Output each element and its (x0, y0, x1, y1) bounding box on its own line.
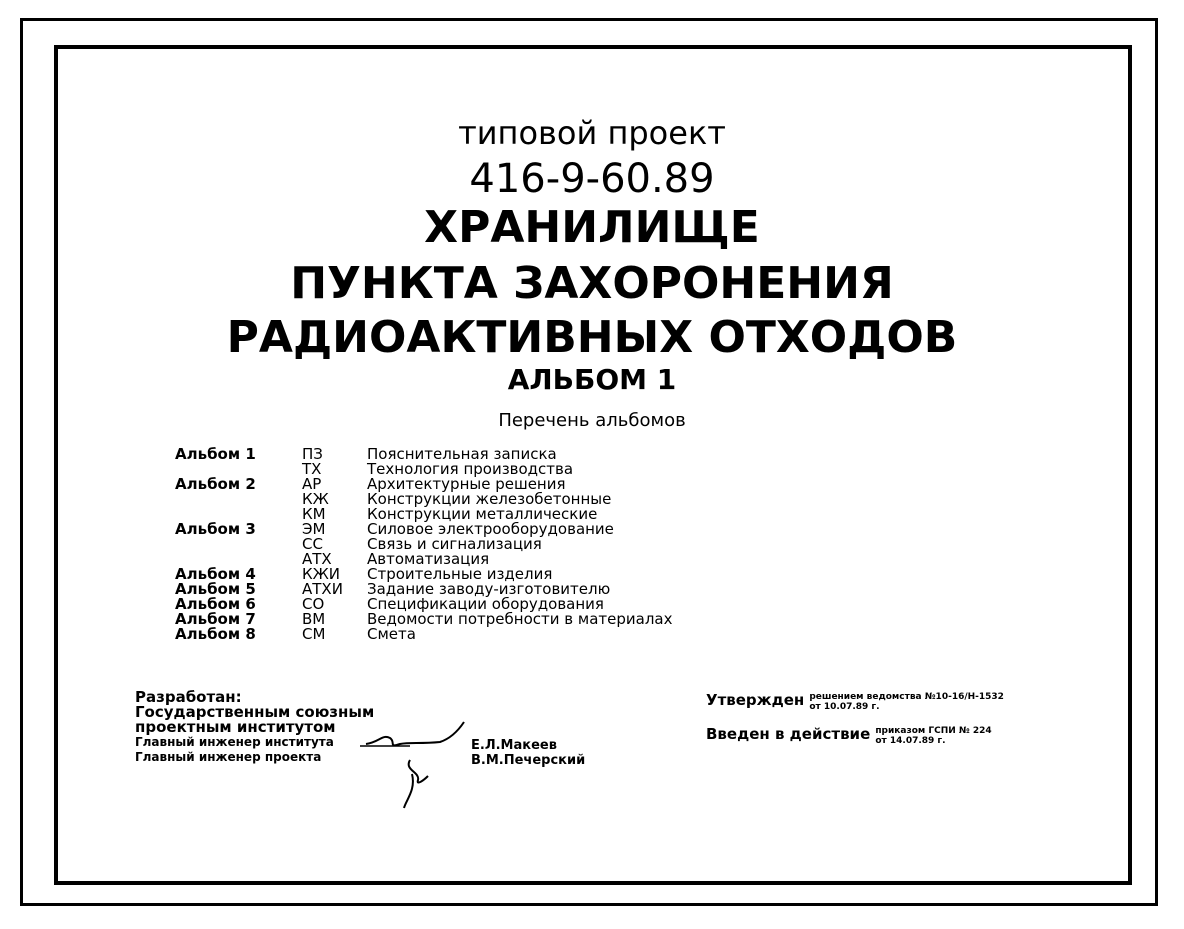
doc-type: типовой проект (458, 114, 726, 152)
title-cell: Строительные изделия (367, 565, 553, 583)
list-item (175, 612, 815, 627)
name-makeev: Е.Л.Макеев (471, 738, 557, 753)
albums-table (175, 447, 815, 642)
title-cell: Конструкции железобетонные (367, 490, 612, 508)
code-cell: ВМ (302, 610, 326, 628)
title-cell: Автоматизация (367, 550, 490, 568)
code-cell: СМ (302, 625, 326, 643)
code-cell: КЖ (302, 490, 329, 508)
title-cell: Силовое электрооборудование (367, 520, 614, 538)
album-cell: Альбом 3 (175, 520, 256, 538)
approved-date: от 10.07.89 г. (809, 702, 880, 712)
developer-label: Разработан: (135, 688, 242, 706)
title-cell: Связь и сигнализация (367, 535, 542, 553)
signatory-names (471, 738, 585, 768)
code-cell: ЭМ (302, 520, 326, 538)
role-chief-project: Главный инженер проекта (135, 750, 322, 764)
code-cell: КМ (302, 505, 326, 523)
code-cell: АТХИ (302, 580, 343, 598)
enacted-date: от 14.07.89 г. (875, 736, 946, 746)
list-item (175, 537, 815, 552)
developer-block (135, 690, 374, 765)
signatures (360, 720, 470, 815)
title-cell: Смета (367, 625, 416, 643)
title-line-1: ХРАНИЛИЩЕ (424, 202, 760, 253)
role-chief-institute: Главный инженер института (135, 735, 334, 749)
code-cell: КЖИ (302, 565, 341, 583)
album-cell: Альбом 4 (175, 565, 256, 583)
developer-org-2: проектным институтом (135, 718, 336, 736)
title-cell: Архитектурные решения (367, 475, 566, 493)
code-cell: СС (302, 535, 323, 553)
code-cell: АР (302, 475, 322, 493)
title-cell: Конструкции металлические (367, 505, 598, 523)
code-cell: ТХ (302, 460, 322, 478)
enacted-order: приказом ГСПИ № 224 (875, 726, 992, 736)
list-item (175, 627, 815, 642)
title-cell: Ведомости потребности в материалах (367, 610, 673, 628)
enacted-label: Введен в действие (706, 725, 871, 743)
album-cell: Альбом 5 (175, 580, 256, 598)
project-number: 416-9-60.89 (469, 156, 715, 202)
approved-label: Утвержден (706, 691, 805, 709)
title-cell: Спецификации оборудования (367, 595, 604, 613)
code-cell: АТХ (302, 550, 332, 568)
approved-decision: решением ведомства №10-16/Н-1532 (809, 692, 1004, 702)
title-cell: Технология производства (367, 460, 574, 478)
approval-block (706, 692, 1004, 746)
album-cell: Альбом 8 (175, 625, 256, 643)
code-cell: СО (302, 595, 325, 613)
code-cell: ПЗ (302, 445, 323, 463)
album-cell: Альбом 6 (175, 595, 256, 613)
title-line-2: ПУНКТА ЗАХОРОНЕНИЯ (290, 258, 894, 309)
name-pechersky: В.М.Печерский (471, 753, 586, 768)
albums-heading: Перечень альбомов (498, 410, 686, 431)
album-cell: Альбом 7 (175, 610, 256, 628)
developer-org-1: Государственным союзным (135, 703, 375, 721)
album-cell: Альбом 2 (175, 475, 256, 493)
title-cell: Задание заводу-изготовителю (367, 580, 611, 598)
title-line-3: РАДИОАКТИВНЫХ ОТХОДОВ (226, 312, 958, 363)
album-number: АЛЬБОМ 1 (507, 363, 677, 396)
title-cell: Пояснительная записка (367, 445, 557, 463)
album-cell: Альбом 1 (175, 445, 256, 463)
